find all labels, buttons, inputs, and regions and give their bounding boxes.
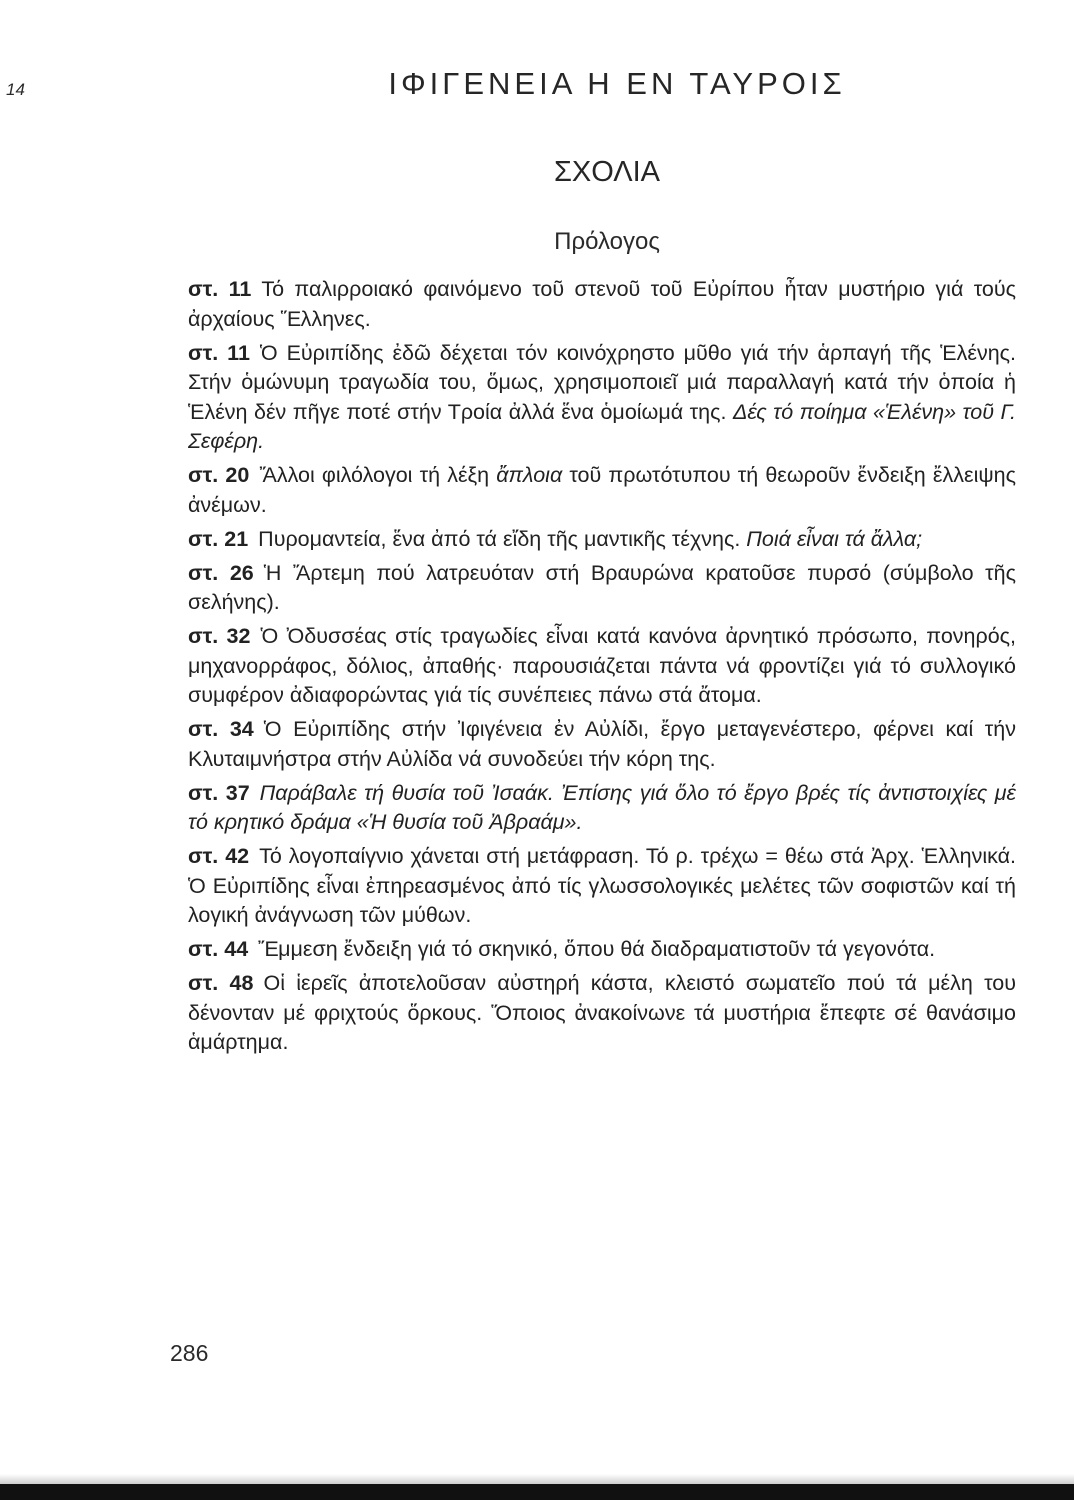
note-ref: στ. 11 [188,340,250,365]
note-item [188,559,1016,618]
note-text-italic: Παράβαλε τή θυσία τοῦ Ἰσαάκ. Ἐπίσης γιά ὅλο τό ἔργο βρές τίς ἀντιστοιχίες μέ τό κρητικό δράμα «Ἡ θυσία τοῦ Ἀβραάμ». [188,780,1016,834]
page-number-top: 14 [6,80,25,99]
page-number-bottom: 286 [170,1340,209,1366]
note-item [188,779,1016,838]
running-head-title: ΙΦΙΓΕΝΕΙΑ Η ΕΝ ΤΑΥΡΟΙΣ [388,66,846,101]
note-text: Ἡ Ἄρτεμη πού λατρευόταν στή Βραυρώνα κρατοῦσε πυρσό (σύμβολο τῆς σελήνης). [188,560,1016,614]
note-text: Ὁ Εὐριπίδης στήν Ἰφιγένεια ἐν Αὐλίδι, ἔργο μεταγενέστερο, φέρνει καί τήν Κλυταιμνήστρα στήν Αὐλίδα νά συνοδεύει τήν κόρη της. [188,717,1016,771]
note-ref: στ. 32 [188,624,251,648]
note-text: Πυρομαντεία, ἕνα ἀπό τά εἴδη τῆς μαντικῆς τέχνης. [258,526,747,551]
note-ref: στ. 34 [188,717,254,741]
subsection-title: Πρόλογος [554,228,660,255]
note-ref: στ. 48 [188,971,254,995]
note-item [188,842,1016,931]
note-text: Τό λογοπαίγνιο χάνεται στή μετάφραση. Τό ρ. τρέχω = θέω στά Ἀρχ. Ἑλληνικά. Ὁ Εὐριπίδης εἶναι ἐπηρεασμένος ἀπό τίς γλωσσολογικές μελέτες τῶν σοφιστῶν καί τή λογική ἀνάγνωση τῶν μύθων. [188,844,1016,927]
note-ref: στ. 26 [188,560,254,585]
note-item [188,715,1016,774]
note-text: τοῦ πρωτότυπου τή θεωροῦν ἔνδειξη ἔλλειψης ἀνέμων. [188,463,1017,517]
note-text: Ὁ Ὀδυσσέας στίς τραγωδίες εἶναι κατά κανόνα ἀρνητικό πρόσωπο, πονηρός, μηχανορράφος, δόλιος, ἀπαθής· παρουσιάζεται πάντα νά φροντίζει γιά τό συλλογικό συμφέρον ἀδιαφορώντας γιά τίς συνέπειες πάνω στά ἄτομα. [188,624,1017,707]
note-text: Ὁ Εὐριπίδης ἐδῶ δέχεται τόν κοινόχρηστο μῦθο γιά τήν ἁρπαγή τῆς Ἑλένης. Στήν ὁμώνυμη τραγωδία του, ὅμως, χρησιμοποιεῖ μιά παραλλαγή κατά τήν ὁποία ἡ Ἑλένη δέν πῆγε ποτέ στήν Τροία ἀλλά ἕνα ὁμοίωμά της. [188,340,1016,424]
note-ref: στ. 20 [188,463,250,487]
note-ref: στ. 37 [188,780,250,805]
note-ref: στ. 44 [188,937,249,961]
note-item [188,339,1016,457]
note-text: Οἱ ἱερεῖς ἀποτελοῦσαν αὐστηρή κάστα, κλειστό σωματεῖο πού τά μέλη του δένονταν μέ φριχτούς ὅρκους. Ὅποιος ἀνακοίνωνε τά μυστήρια ἔπεφτε σέ θανάσιμο ἁμάρτημα. [188,971,1016,1054]
note-item [188,275,1016,334]
note-ref: στ. 21 [188,526,249,551]
note-item [188,969,1016,1058]
note-text: Ἄλλοι φιλόλογοι τή λέξη [259,463,497,487]
note-ref: στ. 11 [188,277,252,301]
scan-edge-bar [0,1484,1074,1500]
note-text: Ἔμμεση ἔνδειξη γιά τό σκηνικό, ὅπου θά διαδραματιστοῦν τά γεγονότα. [258,937,936,961]
note-text-italic: Δές τό ποίημα «Ἑλένη» τοῦ Γ. Σεφέρη. [188,399,1017,453]
note-text: Τό παλιρροιακό φαινόμενο τοῦ στενοῦ τοῦ Εὐρίπου ἦταν μυστήριο γιά τούς ἀρχαίους Ἕλληνες. [188,277,1016,331]
note-item [188,525,1016,555]
note-item [188,622,1016,711]
note-item [188,461,1016,520]
note-ref: στ. 42 [188,844,250,868]
section-title: ΣΧΟΛΙΑ [553,156,661,188]
notes-list [188,275,1016,1062]
note-text-italic: Ποιά εἶναι τά ἄλλα; [746,526,923,551]
note-text-italic: ἄπλοια [496,463,563,487]
note-item [188,935,1016,965]
scan-edge-shadow [0,1474,1074,1484]
